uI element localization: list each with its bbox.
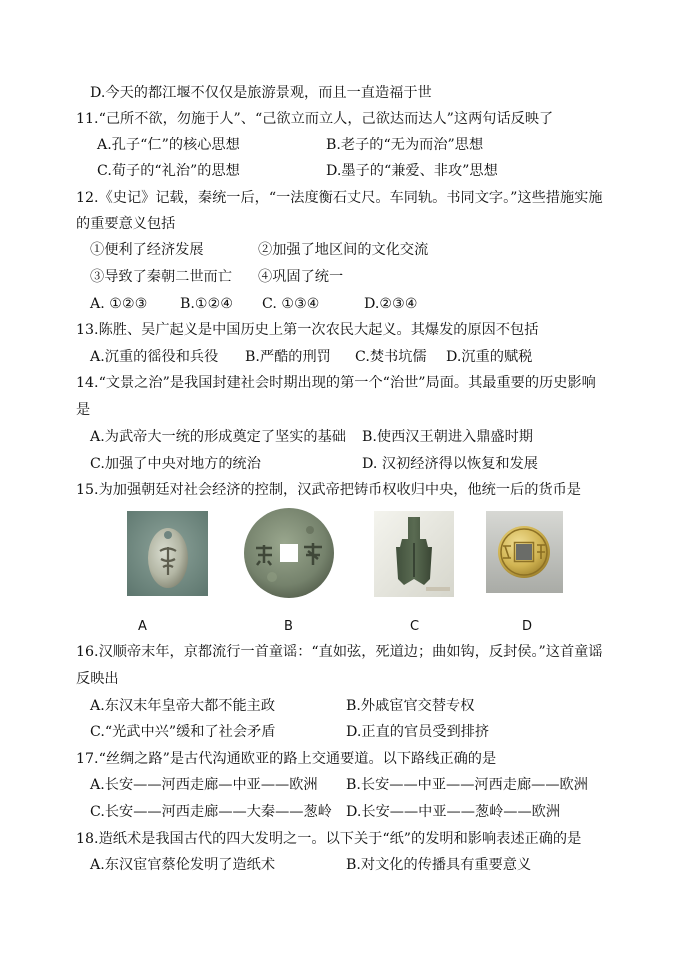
q12-statement-3: ③导致了秦朝二世而亡 <box>90 269 232 285</box>
q16-option-c: C.“光武中兴”缓和了社会矛盾 <box>90 724 276 740</box>
q15-caption-b: B <box>284 619 293 634</box>
q15-stem: 15.为加强朝廷对社会经济的控制，汉武帝把铸币权收归中央，他统一后的货币是 <box>76 482 581 498</box>
q12-option-c: C. ①③④ <box>262 296 320 312</box>
q14-option-d: D. 汉初经济得以恢复和发展 <box>362 456 538 472</box>
q14-option-b: B.使西汉王朝进入鼎盛时期 <box>362 429 533 445</box>
q11-stem: 11.“己所不欲，勿施于人”、“己欲立而立人，己欲达而达人”这两句话反映了 <box>76 111 554 127</box>
q12-statement-2: ②加强了地区间的文化交流 <box>258 242 429 258</box>
q16-option-d: D.正直的官员受到排挤 <box>346 724 490 740</box>
q14-stem-line1: 14.“文景之治”是我国封建社会时期出现的第一个“治世”局面。其最重要的历史影响 <box>76 375 596 391</box>
q16-stem-line1: 16.汉顺帝末年，京都流行一首童谣：“直如弦，死道边；曲如钩，反封侯。”这首童谣 <box>76 644 603 660</box>
q16-option-a: A.东汉末年皇帝大都不能主政 <box>90 698 276 714</box>
q13-stem: 13.陈胜、吴广起义是中国历史上第一次农民大起义。其爆发的原因不包括 <box>76 322 539 338</box>
q12-option-a: A. ①②③ <box>90 296 148 312</box>
q12-statement-1: ①便利了经济发展 <box>90 242 204 258</box>
q15-caption-a: A <box>138 619 147 634</box>
q11-option-b: B.老子的“无为而治”思想 <box>326 137 484 153</box>
wuzhu-coin-icon <box>486 511 563 593</box>
q15-caption-c: C <box>410 619 420 634</box>
q17-option-b: B.长安——中亚——河西走廊——欧洲 <box>346 777 588 793</box>
q18-option-b: B.对文化的传播具有重要意义 <box>346 857 532 873</box>
q12-stem-line1: 12.《史记》记载，秦统一后，“一法度衡石丈尺。车同轨。书同文字。”这些措施实施 <box>76 190 603 206</box>
q10-option-d: D.今天的都江堰不仅仅是旅游景观，而且一直造福于世 <box>90 85 432 101</box>
q16-stem-line2: 反映出 <box>76 671 119 687</box>
q12-stem-line2: 的重要意义包括 <box>76 216 176 232</box>
q12-option-b: B.①②④ <box>180 296 234 312</box>
q14-option-a: A.为武帝大一统的形成奠定了坚实的基础 <box>90 429 346 445</box>
q18-stem: 18.造纸术是我国古代的四大发明之一。以下关于“纸”的发明和影响表述正确的是 <box>76 831 582 847</box>
q18-option-a: A.东汉宦官蔡伦发明了造纸术 <box>90 857 276 873</box>
q16-option-b: B.外戚宦官交替专权 <box>346 698 475 714</box>
q11-option-a: A.孔子“仁”的核心思想 <box>97 137 240 153</box>
q13-option-b: B.严酷的刑罚 <box>245 349 331 365</box>
q17-option-c: C.长安——河西走廊——大秦——葱岭 <box>90 804 332 820</box>
q13-option-d: D.沉重的赋税 <box>446 349 533 365</box>
q14-stem-line2: 是 <box>76 402 91 418</box>
q12-option-d: D.②③④ <box>364 296 418 312</box>
ant-nose-coin-icon <box>127 511 208 596</box>
q15-caption-d: D <box>522 619 533 634</box>
q11-option-d: D.墨子的“兼爱、非攻”思想 <box>326 163 498 179</box>
q17-option-a: A.长安——河西走廊—中亚——欧洲 <box>90 777 318 793</box>
q13-option-c: C.焚书坑儒 <box>355 349 427 365</box>
q13-option-a: A.沉重的徭役和兵役 <box>90 349 219 365</box>
spade-coin-icon <box>374 511 454 597</box>
q17-option-d: D.长安——中亚——葱岭——欧洲 <box>346 804 561 820</box>
q11-option-c: C.荀子的“礼治”的思想 <box>97 163 240 179</box>
q14-option-c: C.加强了中央对地方的统治 <box>90 456 261 472</box>
q17-stem: 17.“丝绸之路”是古代沟通欧亚的路上交通要道。以下路线正确的是 <box>76 751 497 767</box>
q12-statement-4: ④巩固了统一 <box>258 269 344 285</box>
banliang-coin-icon <box>242 505 336 600</box>
